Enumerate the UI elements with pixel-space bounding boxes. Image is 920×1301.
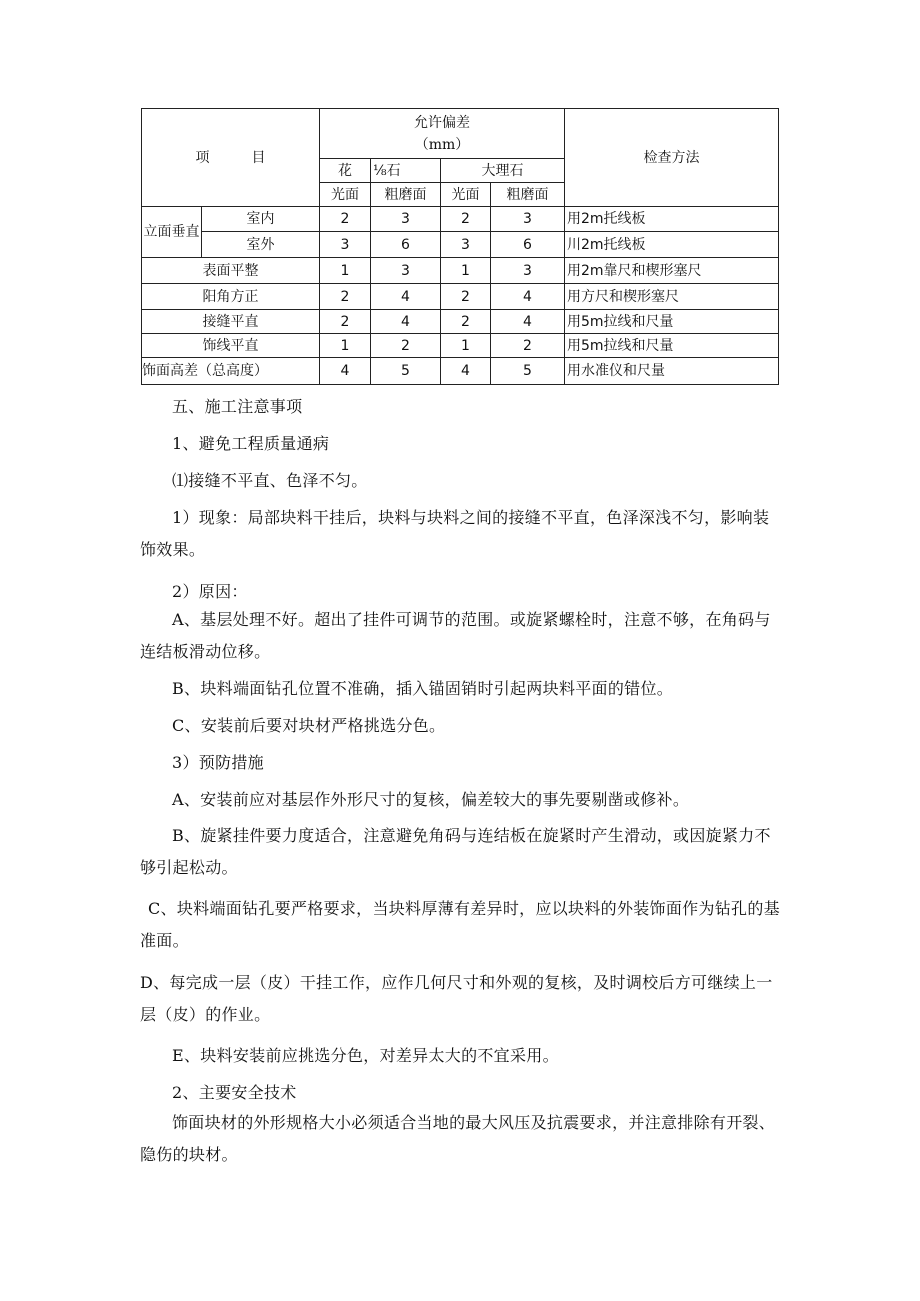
cell-value: 3 [441, 232, 491, 258]
paragraph: E、块料安装前应挑选分色，对差异太大的不宜采用。 [172, 1046, 559, 1065]
cell-value: 4 [441, 358, 491, 385]
paragraph: D、每完成一层（皮）干挂工作，应作几何尺寸和外观的复核，及时调校后方可继续上一层（皮）的作业。 [140, 973, 773, 1024]
table-row [142, 258, 779, 284]
header-granite-polished: 光面 [320, 183, 371, 207]
cell-value: 2 [491, 334, 565, 358]
subsection-heading: 1、避免工程质量通病 [172, 434, 330, 453]
header-granite-rough: 粗磨面 [371, 183, 441, 207]
cell-value: 3 [491, 207, 565, 232]
row-method: 用水准仪和尺量 [565, 358, 779, 385]
cell-value: 3 [371, 207, 441, 232]
cell-value: 1 [441, 334, 491, 358]
cell-value: 1 [320, 258, 371, 284]
paragraph: 3）预防措施 [172, 753, 264, 772]
row-label: 室内 [202, 207, 320, 232]
header-marble: 大理石 [441, 159, 565, 183]
paragraph: A、安装前应对基层作外形尺寸的复核，偏差较大的事先要剔凿或修补。 [172, 790, 690, 809]
row-label: 阳角方正 [142, 284, 320, 310]
cell-value: 2 [320, 284, 371, 310]
cell-value: 2 [320, 310, 371, 334]
header-allowed-deviation [320, 109, 565, 159]
paragraph: A、基层处理不好。超出了挂件可调节的范围。或旋紧螺栓时，注意不够，在角码与连结板滑动位移。 [140, 610, 771, 661]
cell-value: 4 [320, 358, 371, 385]
cell-value: 6 [371, 232, 441, 258]
header-granite-a: 花 [320, 159, 371, 183]
paragraph: 饰面块材的外形规格大小必须适合当地的最大风压及抗震要求，并注意排除有开裂、隐伤的块材。 [140, 1113, 776, 1164]
row-label: 饰线平直 [142, 334, 320, 358]
header-unit-label: （mm） [414, 136, 470, 153]
table-row [142, 207, 779, 232]
header-item: 项 目 [142, 109, 320, 207]
subsection-heading: 2、主要安全技术 [172, 1083, 297, 1102]
header-granite-b: ⅛石 [371, 159, 441, 183]
row-label: 饰面高差（总高度） [142, 358, 320, 385]
row-group-label: 立面垂直 [142, 207, 202, 258]
paragraph: 2）原因： [172, 582, 248, 601]
row-method: 用5m拉线和尺量 [565, 310, 779, 334]
paragraph: C、安装前后要对块材严格挑选分色。 [172, 716, 446, 735]
paragraph: B、块料端面钻孔位置不准确，插入锚固销时引起两块料平面的错位。 [172, 679, 674, 698]
row-label: 接缝平直 [142, 310, 320, 334]
header-check-method: 检查方法 [565, 109, 779, 207]
row-method: 用5m拉线和尺量 [565, 334, 779, 358]
cell-value: 4 [491, 284, 565, 310]
table-row [142, 232, 779, 258]
header-allowed-deviation-label: 允许偏差 [414, 114, 470, 131]
cell-value: 2 [320, 207, 371, 232]
paragraph: B、旋紧挂件要力度适合，注意避免角码与连结板在旋紧时产生滑动，或因旋紧力不够引起松动。 [140, 826, 771, 877]
cell-value: 2 [441, 207, 491, 232]
cell-value: 2 [441, 284, 491, 310]
row-label: 表面平整 [142, 258, 320, 284]
cell-value: 5 [371, 358, 441, 385]
cell-value: 4 [371, 284, 441, 310]
tolerance-table [141, 108, 779, 385]
header-marble-rough: 粗磨面 [491, 183, 565, 207]
paragraph: ⑴接缝不平直、色泽不匀。 [172, 471, 368, 490]
cell-value: 3 [320, 232, 371, 258]
cell-value: 1 [441, 258, 491, 284]
row-method: 用2m靠尺和楔形塞尺 [565, 258, 779, 284]
cell-value: 4 [491, 310, 565, 334]
paragraph: 1）现象：局部块料干挂后，块料与块料之间的接缝不平直，色泽深浅不匀，影响装饰效果。 [140, 508, 770, 559]
table-row [142, 310, 779, 334]
row-method: 川2m托线板 [565, 232, 779, 258]
table-row [142, 284, 779, 310]
cell-value: 3 [491, 258, 565, 284]
cell-value: 6 [491, 232, 565, 258]
row-method: 用方尺和楔形塞尺 [565, 284, 779, 310]
cell-value: 5 [491, 358, 565, 385]
row-label: 室外 [202, 232, 320, 258]
cell-value: 2 [371, 334, 441, 358]
table-row [142, 358, 779, 385]
paragraph: C、块料端面钻孔要严格要求，当块料厚薄有差异时，应以块料的外装饰面作为钻孔的基准面。 [140, 899, 780, 950]
header-marble-polished: 光面 [441, 183, 491, 207]
section-heading: 五、施工注意事项 [172, 397, 303, 416]
cell-value: 3 [371, 258, 441, 284]
table-row [142, 334, 779, 358]
row-method: 用2m托线板 [565, 207, 779, 232]
cell-value: 1 [320, 334, 371, 358]
cell-value: 2 [441, 310, 491, 334]
cell-value: 4 [371, 310, 441, 334]
